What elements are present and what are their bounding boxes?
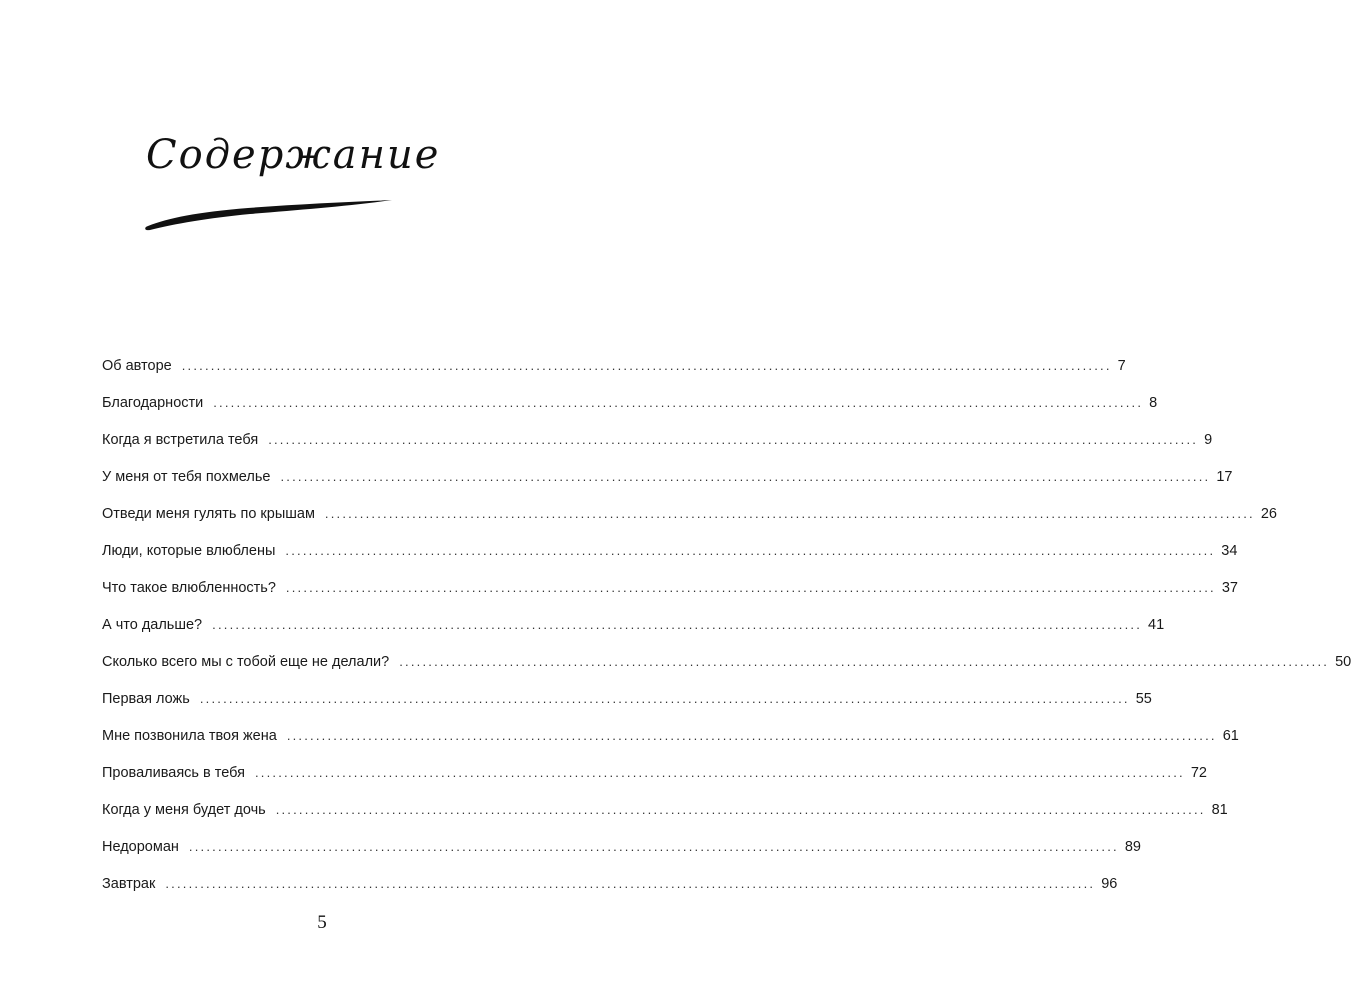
toc-entry-page: 7 — [1117, 358, 1126, 374]
toc-entry-title: А что дальше? — [102, 617, 203, 633]
toc-entry-page: 34 — [1221, 543, 1238, 559]
contents-heading — [138, 118, 441, 238]
toc-entry-page: 96 — [1101, 876, 1118, 892]
dot-leader: ................................................................................................................................................................ — [324, 506, 1255, 521]
toc-entry-title: Когда я встретила тебя — [102, 432, 259, 448]
toc-entry-page: 72 — [1190, 765, 1207, 781]
toc-entry-title: Мне позвонила твоя жена — [102, 728, 277, 744]
toc-entry[interactable] — [102, 611, 1165, 648]
toc-entry[interactable] — [102, 537, 1238, 574]
dot-leader: ................................................................................................................................................................ — [285, 543, 1216, 558]
toc-entry[interactable] — [102, 870, 1118, 907]
toc-entry-title: Сколько всего мы с тобой еще не делали? — [102, 654, 390, 670]
toc-entry-page: 50 — [1335, 654, 1351, 670]
toc-entry-title: Люди, которые влюблены — [102, 543, 276, 559]
page-title: Содержание — [146, 132, 441, 178]
toc-entry[interactable] — [102, 796, 1228, 833]
toc-entry[interactable] — [102, 648, 1351, 685]
table-of-contents — [102, 352, 1351, 907]
toc-entry-title: У меня от тебя похмелье — [102, 469, 271, 485]
toc-entry-title: Первая ложь — [102, 691, 190, 707]
toc-entry-page: 37 — [1221, 580, 1238, 596]
dot-leader: ................................................................................................................................................................ — [268, 432, 1199, 447]
toc-entry-title: Об авторе — [102, 358, 172, 374]
toc-entry[interactable] — [102, 574, 1238, 611]
toc-entry[interactable] — [102, 685, 1152, 722]
dot-leader: ................................................................................................................................................................ — [213, 395, 1144, 410]
dot-leader: ................................................................................................................................................................ — [399, 654, 1330, 669]
toc-entry[interactable] — [102, 759, 1207, 796]
toc-entry[interactable] — [102, 463, 1233, 500]
toc-entry-title: Проваливаясь в тебя — [102, 765, 245, 781]
toc-entry[interactable] — [102, 426, 1213, 463]
toc-entry-title: Благодарности — [102, 395, 204, 411]
toc-entry-title: Завтрак — [102, 876, 156, 892]
toc-entry-page: 8 — [1149, 395, 1158, 411]
toc-entry[interactable] — [102, 722, 1239, 759]
toc-entry-title: Недороман — [102, 839, 179, 855]
dot-leader: ................................................................................................................................................................ — [212, 617, 1143, 632]
toc-entry-title: Отведи меня гулять по крышам — [102, 506, 315, 522]
toc-entry-page: 41 — [1148, 617, 1165, 633]
dot-leader: ................................................................................................................................................................ — [199, 691, 1130, 706]
toc-entry[interactable] — [102, 500, 1277, 537]
dot-leader: ................................................................................................................................................................ — [280, 469, 1211, 484]
toc-entry-page: 26 — [1260, 506, 1277, 522]
dot-leader: ................................................................................................................................................................ — [254, 765, 1185, 780]
toc-entry-page: 9 — [1204, 432, 1213, 448]
toc-entry-page: 89 — [1124, 839, 1141, 855]
toc-entry-page: 17 — [1216, 469, 1233, 485]
toc-entry[interactable] — [102, 833, 1141, 870]
dot-leader: ................................................................................................................................................................ — [286, 728, 1217, 743]
toc-entry-page: 61 — [1222, 728, 1239, 744]
dot-leader: ................................................................................................................................................................ — [275, 802, 1206, 817]
dot-leader: ................................................................................................................................................................ — [188, 839, 1119, 854]
page-number: 5 — [317, 912, 327, 933]
dot-leader: ................................................................................................................................................................ — [285, 580, 1216, 595]
toc-entry-page: 81 — [1211, 802, 1228, 818]
toc-entry[interactable] — [102, 389, 1158, 426]
toc-entry[interactable] — [102, 352, 1126, 389]
toc-entry-title: Когда у меня будет дочь — [102, 802, 266, 818]
toc-entry-title: Что такое влюбленность? — [102, 580, 276, 596]
dot-leader: ................................................................................................................................................................ — [181, 358, 1112, 373]
toc-entry-page: 55 — [1135, 691, 1152, 707]
dot-leader: ................................................................................................................................................................ — [165, 876, 1096, 891]
